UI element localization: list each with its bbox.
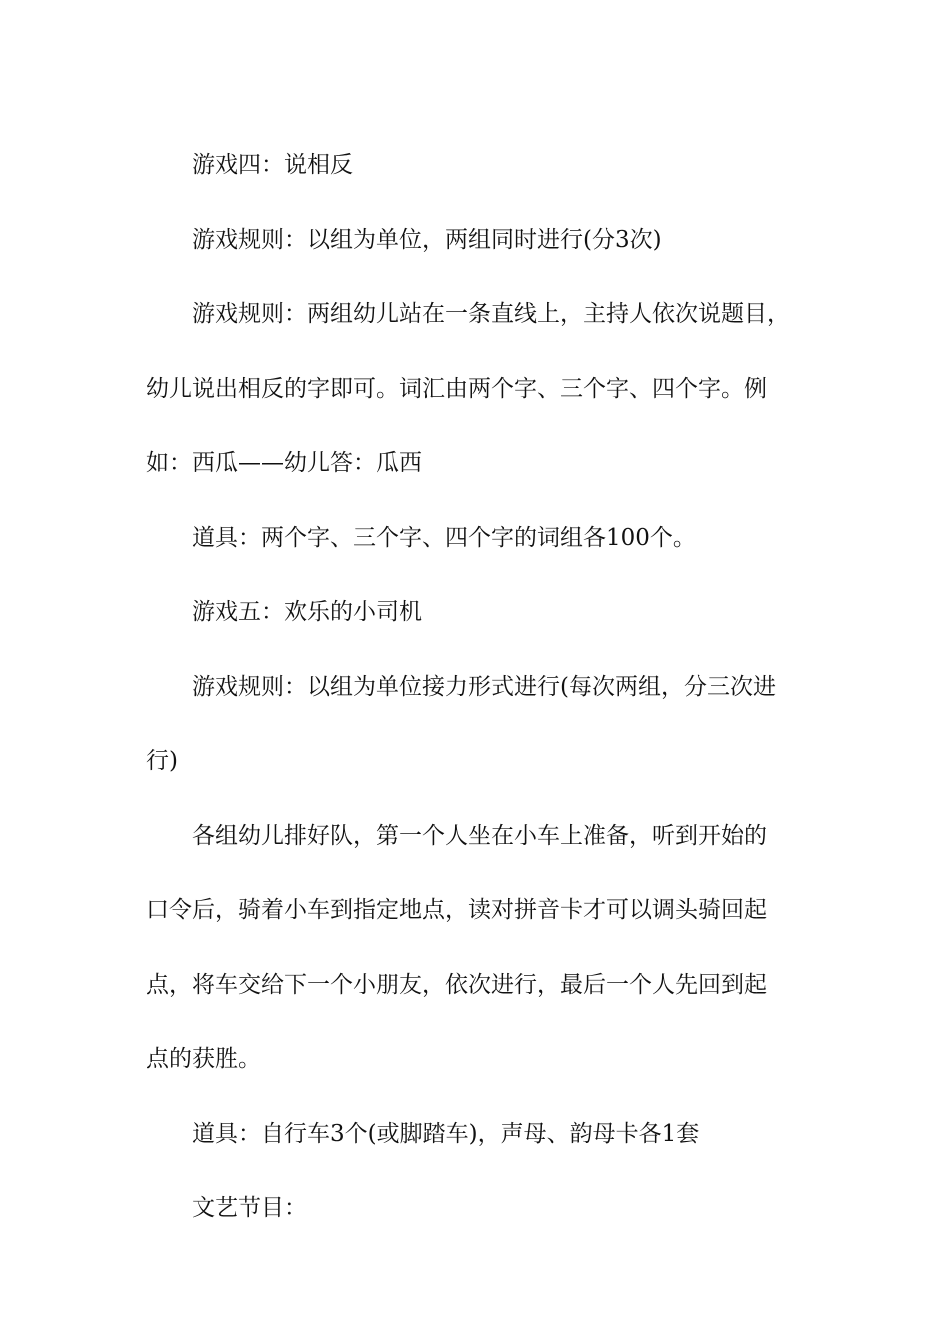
text-line: 道具：自行车3个(或脚踏车)，声母、韵母卡各1套 bbox=[192, 1120, 700, 1147]
text-line: 行) bbox=[146, 748, 178, 774]
text-line: 点，将车交给下一个小朋友，依次进行，最后一个人先回到起 bbox=[146, 971, 767, 998]
text-line: 如：西瓜——幼儿答：瓜西 bbox=[146, 450, 422, 476]
document-body bbox=[146, 128, 826, 1246]
game-five-props bbox=[146, 1097, 826, 1172]
game-five-rule-1 bbox=[146, 650, 826, 799]
text-line: 文艺节目： bbox=[192, 1195, 307, 1221]
text-line: 口令后，骑着小车到指定地点，读对拼音卡才可以调头骑回起 bbox=[146, 897, 767, 923]
text-line: 点的获胜。 bbox=[146, 1046, 261, 1072]
game-four-rule-1 bbox=[146, 203, 826, 278]
text-line: 游戏五：欢乐的小司机 bbox=[192, 599, 422, 625]
heading-game-five bbox=[146, 575, 826, 650]
game-four-props bbox=[146, 501, 826, 576]
game-five-rule-2 bbox=[146, 799, 826, 1097]
heading-game-four bbox=[146, 128, 826, 203]
heading-performances bbox=[146, 1171, 826, 1246]
text-line: 游戏规则：以组为单位接力形式进行(每次两组，分三次进 bbox=[192, 673, 776, 700]
text-line: 游戏规则：两组幼儿站在一条直线上，主持人依次说题目， bbox=[192, 301, 790, 327]
text-line: 游戏四：说相反 bbox=[192, 152, 353, 178]
text-line: 道具：两个字、三个字、四个字的词组各100个。 bbox=[192, 524, 696, 551]
game-four-rule-2 bbox=[146, 277, 826, 501]
text-line: 幼儿说出相反的字即可。词汇由两个字、三个字、四个字。例 bbox=[146, 375, 767, 402]
text-line: 各组幼儿排好队，第一个人坐在小车上准备，听到开始的 bbox=[192, 822, 767, 849]
text-line: 游戏规则：以组为单位，两组同时进行(分3次) bbox=[192, 226, 662, 253]
